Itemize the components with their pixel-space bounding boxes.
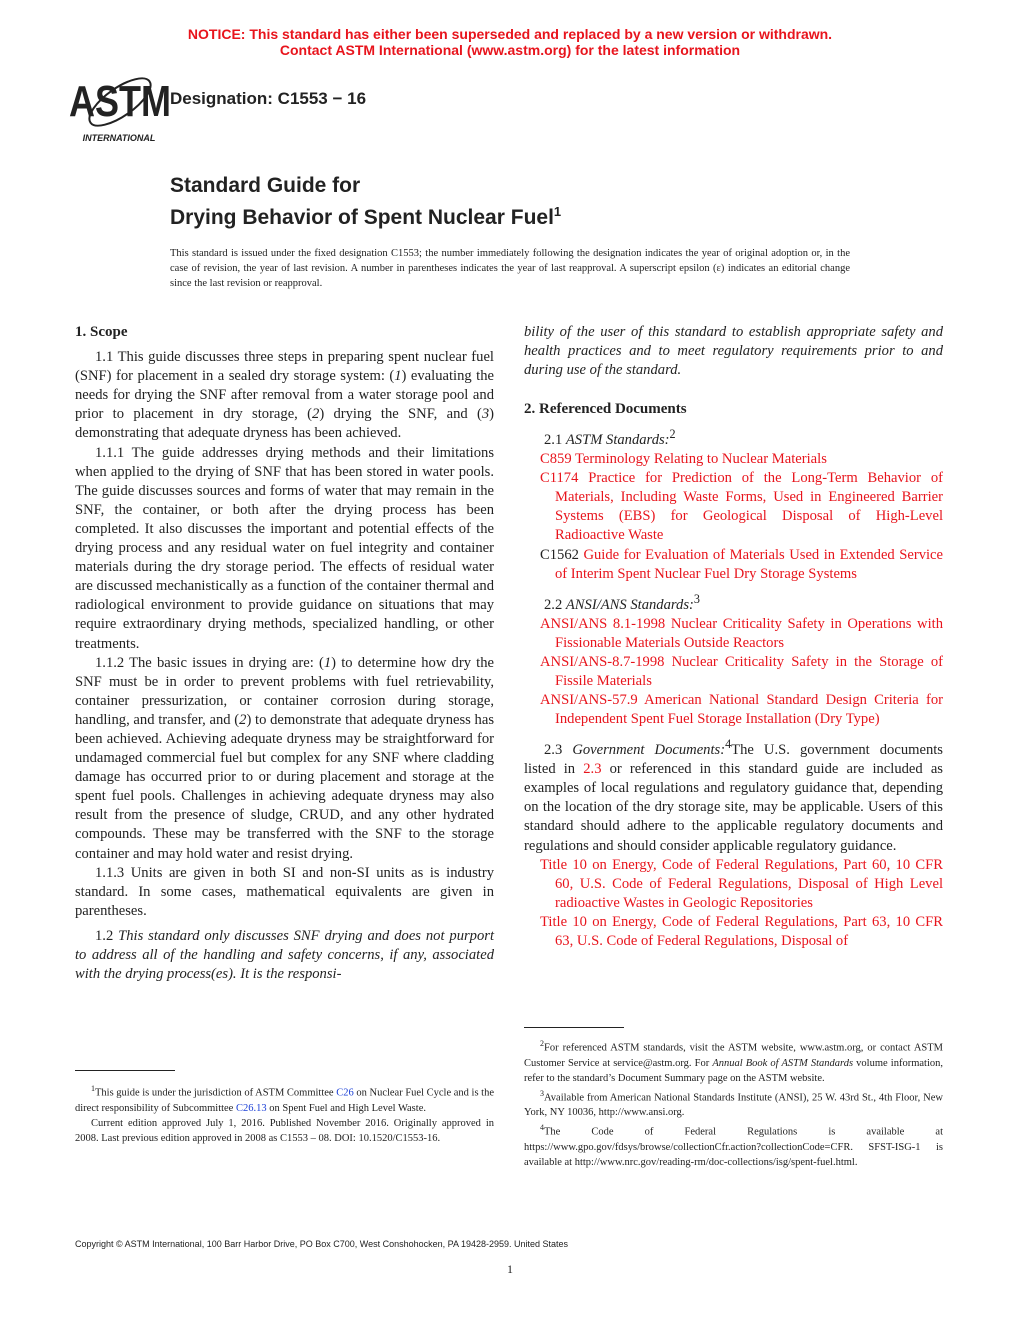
reference-title[interactable]: Title 10 on Energy, Code of Federal Regulations, Part 63, 10 CFR 63, U.S. Code of Federal Regulations, Disposal of bbox=[540, 913, 943, 950]
reference-title[interactable]: Terminology Relating to Nuclear Materials bbox=[575, 451, 827, 468]
footnote-divider bbox=[524, 1027, 624, 1028]
reference-code[interactable]: C859 bbox=[540, 451, 572, 468]
committee-link[interactable]: C26 bbox=[336, 1087, 354, 1099]
astm-reference[interactable] bbox=[524, 450, 943, 469]
subcommittee-link[interactable]: C26.13 bbox=[235, 1102, 267, 1114]
left-column bbox=[75, 323, 494, 984]
astm-logo-icon bbox=[69, 68, 171, 144]
reference-title[interactable]: Guide for Evaluation of Materials Used in Extended Service of Interim Spent Nuclear Fuel Dry Storage Systems bbox=[555, 546, 943, 582]
page-number: 1 bbox=[507, 1262, 513, 1276]
section-heading-referenced-documents: 2. Referenced Documents bbox=[524, 401, 687, 417]
notice-line-1: NOTICE: This standard has either been superseded and replaced by a new version or withdrawn. bbox=[187, 26, 833, 42]
reference-title[interactable]: American National Standard Design Criteria for Independent Spent Fuel Storage Installation (Dry Type) bbox=[555, 692, 944, 728]
reference-code[interactable]: ANSI/ANS 8.1-1998 bbox=[540, 615, 666, 632]
designation: Designation: C1553 − 16 bbox=[170, 89, 367, 108]
astm-reference[interactable] bbox=[524, 469, 943, 545]
footnote-edition: Current edition approved July 1, 2016. Published November 2016. Originally approved in 2008. Last previous edition approved in 2008 as C1553 – 08. DOI: 10.1520/C1553-16. bbox=[75, 1117, 494, 1144]
footnote-1: $^1$This guide is under the jurisdiction of ASTM Committee C26 on Nuclear Fuel Cycle and is the direct responsibility of Subcommittee C26.13 on Spent Fuel and High Level Waste. bbox=[75, 1084, 495, 1114]
government-documents-paragraph: 2.3 Government Documents:$^4$The U.S. government documents listed in 2.3 or referenced in this standard guide are included as examples of local regulations and regulatory guidance that, depending on the location of the dry storage site, may be applicable. Users of this standard should adhere to the applicable regulatory documents and regulations and should consider applicable regulatory guidance. bbox=[524, 737, 943, 854]
footnote-4: $^4$The Code of Federal Regulations is available at https://www.gpo.gov/fdsys/browse/collectionCfr.action?collectionCode=CFR. SFST-ISG-1 is available at http://www.nrc.gov/reading-rm/doc-collections/isg/spent-fuel.html. bbox=[524, 1123, 943, 1168]
ansi-reference[interactable] bbox=[524, 615, 943, 653]
footnotes-right bbox=[524, 1036, 943, 1170]
footnote-3: $^3$Available from American National Standards Institute (ANSI), 25 W. 43rd St., 4th Floor, New York, NY 10036, http://www.ansi.org. bbox=[524, 1088, 943, 1118]
title-text: Drying Behavior of Spent Nuclear Fuel bbox=[170, 206, 554, 229]
reference-code[interactable]: ANSI/ANS-57.9 bbox=[540, 692, 638, 709]
reference-title[interactable]: Practice for Prediction of the Long-Term Behavior of Materials, Including Waste Forms, Used in Engineered Barrier Systems (EBS) for Geological Disposal of High-Level Radioactive Waste bbox=[555, 470, 943, 544]
withdrawn-notice bbox=[0, 26, 1020, 58]
section-link[interactable]: 2.3 bbox=[583, 761, 602, 778]
issued-note: This standard is issued under the fixed designation C1553; the number immediately following the designation indicates the year of original adoption or, in the case of revision, the year of last revision. A number in parentheses indicates the year of last reapproval. A superscript epsilon (ε) indicates an editorial change since the last revision or reapproval. bbox=[170, 248, 850, 289]
paragraph-1-1-2: 1.1.2 The basic issues in drying are: (1) to determine how dry the SNF must be in order to prevent problems with fuel retrievability, container pressurization, or container corrosion during storage, handling, and transfer, and (2) to demonstrate that adequate dryness has been achieved. Achieving adequate dryness may be straightforward for undamaged commercial fuel but complex for any SNF where cladding damage has occurred prior to or during placement and storage at the spent fuel pools. Challenges in achieving adequate dryness may also result from the presence of sludge, CRUD, and any other hydrated compounds. These may be transferred with the SNF to the storage container and may hold water and resist drying. bbox=[75, 654, 495, 862]
paragraph-1-1: 1.1 This guide discusses three steps in preparing spent nuclear fuel (SNF) for placement in a sealed dry storage system: (1) evaluating the needs for drying the SNF after removal from a water storage pool and prior to placement in dry storage, (2) drying the SNF, and (3) demonstrating that adequate dryness has been achieved. bbox=[75, 349, 495, 442]
astm-standards-label: 2.1 ASTM Standards:$^2$ bbox=[544, 427, 676, 448]
notice-line-2: Contact ASTM International (www.astm.org) for the latest information bbox=[279, 42, 741, 58]
section-heading-scope: 1. Scope bbox=[75, 324, 128, 340]
footnote-2: $^2$For referenced ASTM standards, visit the ASTM website, www.astm.org, or contact ASTM Customer Service at service@astm.org. For Annual Book of ASTM Standards volume information, refer to the standard’s Document Summary page on the ASTM website. bbox=[524, 1039, 943, 1084]
footnote-divider bbox=[75, 1070, 175, 1071]
government-reference[interactable] bbox=[524, 856, 943, 913]
title-line-1: Standard Guide for bbox=[170, 174, 361, 197]
ansi-reference[interactable] bbox=[524, 653, 943, 691]
footnote-ref[interactable]: 1 bbox=[553, 204, 562, 219]
document-title bbox=[170, 173, 561, 231]
footnotes-left bbox=[75, 1081, 494, 1146]
right-column-refs bbox=[524, 400, 943, 951]
title-line-2 bbox=[170, 199, 561, 231]
government-reference[interactable] bbox=[524, 913, 943, 951]
svg-text:INTERNATIONAL: INTERNATIONAL bbox=[82, 133, 156, 143]
reference-title[interactable]: Nuclear Criticality Safety in Operations with Fissionable Materials Outside Reactors bbox=[555, 615, 943, 651]
paragraph-1-1-1: 1.1.1 The guide addresses drying methods and their limitations when applied to the drying of SNF that has been stored in water pools. The guide discusses sources and forms of water that may remain in the SNF, the container, or both after the drying process has been completed. It also discusses the important and potential effects of the drying process and any residual water on fuel integrity and container materials during the dry storage period. The effects of residual water are discussed mechanistically as a function of the container thermal and radiological environment to provide guidance on situations that may require extraordinary drying methods, specialized handling, or other treatments. bbox=[75, 444, 495, 652]
continued-paragraph-1-2: bility of the user of this standard to establish appropriate safety and health practices and to meet regulatory requirements prior to and during use of the standard. bbox=[524, 324, 943, 379]
reference-title[interactable]: Title 10 on Energy, Code of Federal Regulations, Part 60, 10 CFR 60, U.S. Code of Federal Regulations, Disposal of High Level radioactive Wastes in Geologic Repositories bbox=[540, 856, 943, 911]
reference-code[interactable]: C1562 bbox=[540, 546, 579, 563]
svg-text:ASTM: ASTM bbox=[69, 77, 171, 126]
reference-code[interactable]: ANSI/ANS-8.7-1998 bbox=[540, 653, 665, 670]
paragraph-1-1-3: 1.1.3 Units are given in both SI and non-SI units as is industry standard. In some cases, mathematical equivalents are given in parentheses. bbox=[75, 864, 494, 919]
ansi-standards-label: 2.2 ANSI/ANS Standards:$^3$ bbox=[544, 591, 700, 613]
paragraph-1-2: 1.2 This standard only discusses SNF drying and does not purport to address all of the handling and safety concerns, if any, associated with the drying process(es). It is the responsi- bbox=[75, 927, 495, 983]
reference-title[interactable]: Nuclear Criticality Safety in the Storage of Fissile Materials bbox=[555, 653, 943, 689]
ansi-reference[interactable] bbox=[524, 691, 943, 729]
astm-reference[interactable] bbox=[524, 546, 943, 584]
reference-code[interactable]: C1174 bbox=[540, 470, 579, 487]
copyright: Copyright © ASTM International, 100 Barr Harbor Drive, PO Box C700, West Conshohocken, PA 19428-2959. United States bbox=[75, 1239, 569, 1249]
